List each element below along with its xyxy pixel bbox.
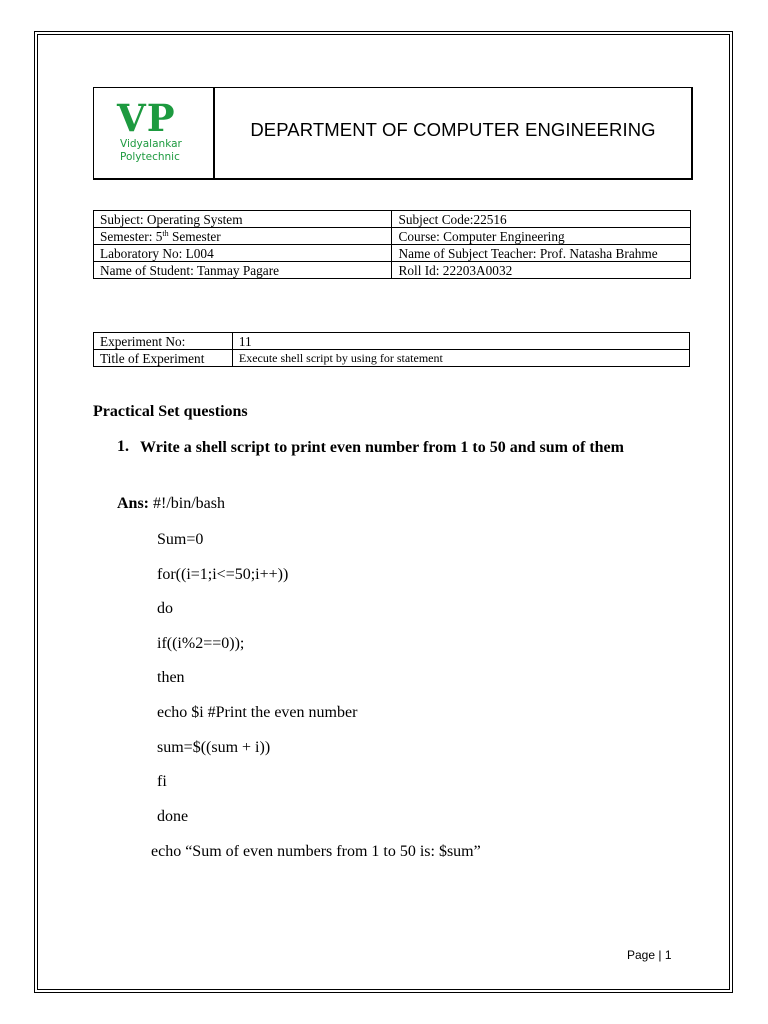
experiment-title-value: Execute shell script by using for statement: [232, 350, 689, 367]
code-line: for((i=1;i<=50;i++)): [157, 566, 289, 583]
answer-label: Ans:: [117, 495, 150, 512]
table-row: [94, 245, 691, 262]
logo-text: [120, 138, 182, 164]
code-line: done: [157, 808, 189, 825]
code-line: then: [157, 669, 185, 686]
info-table: [93, 210, 691, 279]
table-row: [94, 262, 691, 279]
question-text: Write a shell script to print even number from 1 to 50 and sum of them: [140, 439, 624, 456]
course-cell: Course: Computer Engineering: [392, 228, 691, 245]
code-line: echo $i #Print the even number: [157, 704, 358, 721]
logo-line-1: Vidyalankar: [120, 138, 182, 150]
roll-id-cell: Roll Id: 22203A0032: [392, 262, 691, 279]
table-row: [94, 333, 690, 350]
table-row: [94, 350, 690, 367]
experiment-table: [93, 332, 690, 367]
code-line: Sum=0: [157, 531, 204, 548]
document-header: [93, 87, 693, 180]
logo-line-2: Polytechnic: [120, 151, 180, 163]
section-heading: Practical Set questions: [93, 403, 248, 420]
code-line: fi: [157, 773, 167, 790]
answer-first-line: [117, 495, 225, 513]
code-line: #!/bin/bash: [153, 495, 226, 512]
department-title: DEPARTMENT OF COMPUTER ENGINEERING: [250, 119, 656, 140]
teacher-cell: Name of Subject Teacher: Prof. Natasha Brahme: [392, 245, 691, 262]
question-number: 1.: [117, 438, 129, 455]
table-row: [94, 228, 691, 245]
page-label: Page: [627, 948, 656, 962]
student-name-cell: Name of Student: Tanmay Pagare: [94, 262, 392, 279]
subject-cell: Subject: Operating System: [94, 211, 392, 228]
semester-cell: Semester: 5th Semester: [94, 228, 392, 245]
page-separator: |: [658, 948, 662, 962]
table-row: [94, 211, 691, 228]
experiment-no-label: Experiment No:: [94, 333, 233, 350]
subject-code-cell: Subject Code:22516: [392, 211, 691, 228]
experiment-title-label: Title of Experiment: [94, 350, 233, 367]
code-line: echo “Sum of even numbers from 1 to 50 is: $sum”: [151, 843, 481, 860]
code-line: sum=$((sum + i)): [157, 739, 271, 756]
lab-no-cell: Laboratory No: L004: [94, 245, 392, 262]
code-line: do: [157, 600, 173, 617]
page-footer: [627, 948, 672, 962]
page-number: 1: [664, 948, 672, 962]
code-line: if((i%2==0));: [157, 635, 245, 652]
logo-mark: VP: [117, 96, 176, 140]
experiment-no-value: 11: [232, 333, 689, 350]
logo: [94, 88, 215, 178]
department-cell: [215, 88, 691, 178]
